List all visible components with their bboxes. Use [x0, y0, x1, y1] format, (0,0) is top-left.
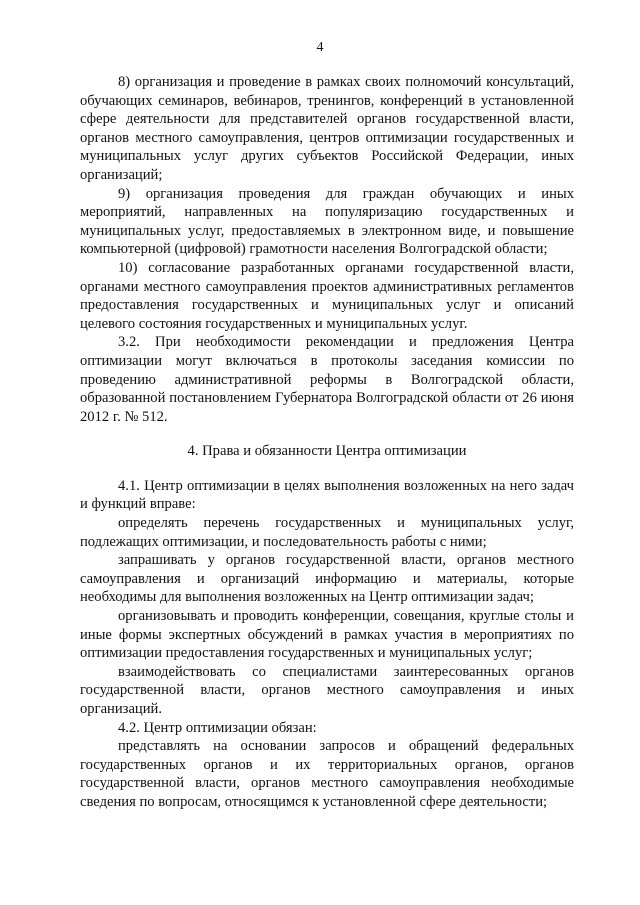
paragraph-right-define-list: определять перечень государственных и муниципальных услуг, подлежащих оптимизации, и последовательность работы с ними;	[80, 515, 574, 550]
paragraph-right-request-info: запрашивать у органов государственной власти, органов местного самоуправления и организаций информацию и материалы, которые необходимы для выполнения возложенных на Центр оптимизации задач;	[80, 552, 574, 606]
paragraph-4-1: 4.1. Центр оптимизации в целях выполнения возложенных на него задач и функций вправе:	[80, 477, 574, 513]
paragraph-right-organize-events: организовывать и проводить конференции, совещания, круглые столы и иные формы экспертных обсуждений в рамках участия в мероприятиях по оптимизации предоставления государственных и муниципальных услуг;	[80, 608, 574, 662]
page-number: 4	[316, 40, 324, 55]
paragraph-4-2: 4.2. Центр оптимизации обязан:	[118, 719, 317, 736]
paragraph-duty-provide-info: представлять на основании запросов и обращений федеральных государственных органов и их территориальных органов, органов государственной власти, органов местного самоуправления необходимые сведения по вопросам, относящимся к установленной сфере деятельности;	[80, 738, 574, 810]
paragraph-right-interact: взаимодействовать со специалистами заинтересованных органов государственной власти, органов местного самоуправления и иных организаций.	[80, 663, 574, 717]
paragraph-item-9: 9) организация проведения для граждан обучающих и иных мероприятий, направленных на популяризацию государственных и муниципальных услуг, предоставляемых в электронном виде, и повышение компьютерной (цифровой) грамотности населения Волгоградской области;	[80, 185, 574, 258]
paragraph-item-10: 10) согласование разработанных органами государственной власти, органами местного самоуправления проектов административных регламентов предоставления государственных и муниципальных услуг и описаний целевого состояния государственных и муниципальных услуг.	[80, 259, 574, 332]
document-body	[80, 73, 574, 812]
paragraph-item-8: 8) организация и проведение в рамках своих полномочий консультаций, обучающих семинаров, вебинаров, тренингов, конференций в установленной сфере деятельности для представителей органов государственной власти, органов местного самоуправления, центров оптимизации государственных и муниципальных услуг других субъектов Российской Федерации, иных организаций;	[80, 74, 574, 183]
paragraph-3-2: 3.2. При необходимости рекомендации и предложения Центра оптимизации могут включаться в протоколы заседания комиссии по проведению административной реформы в Волгоградской области, образованной постановлением Губернатора Волгоградской области от 26 июня 2012 г. № 512.	[80, 334, 574, 425]
section-heading: 4. Права и обязанности Центра оптимизации	[187, 443, 467, 460]
